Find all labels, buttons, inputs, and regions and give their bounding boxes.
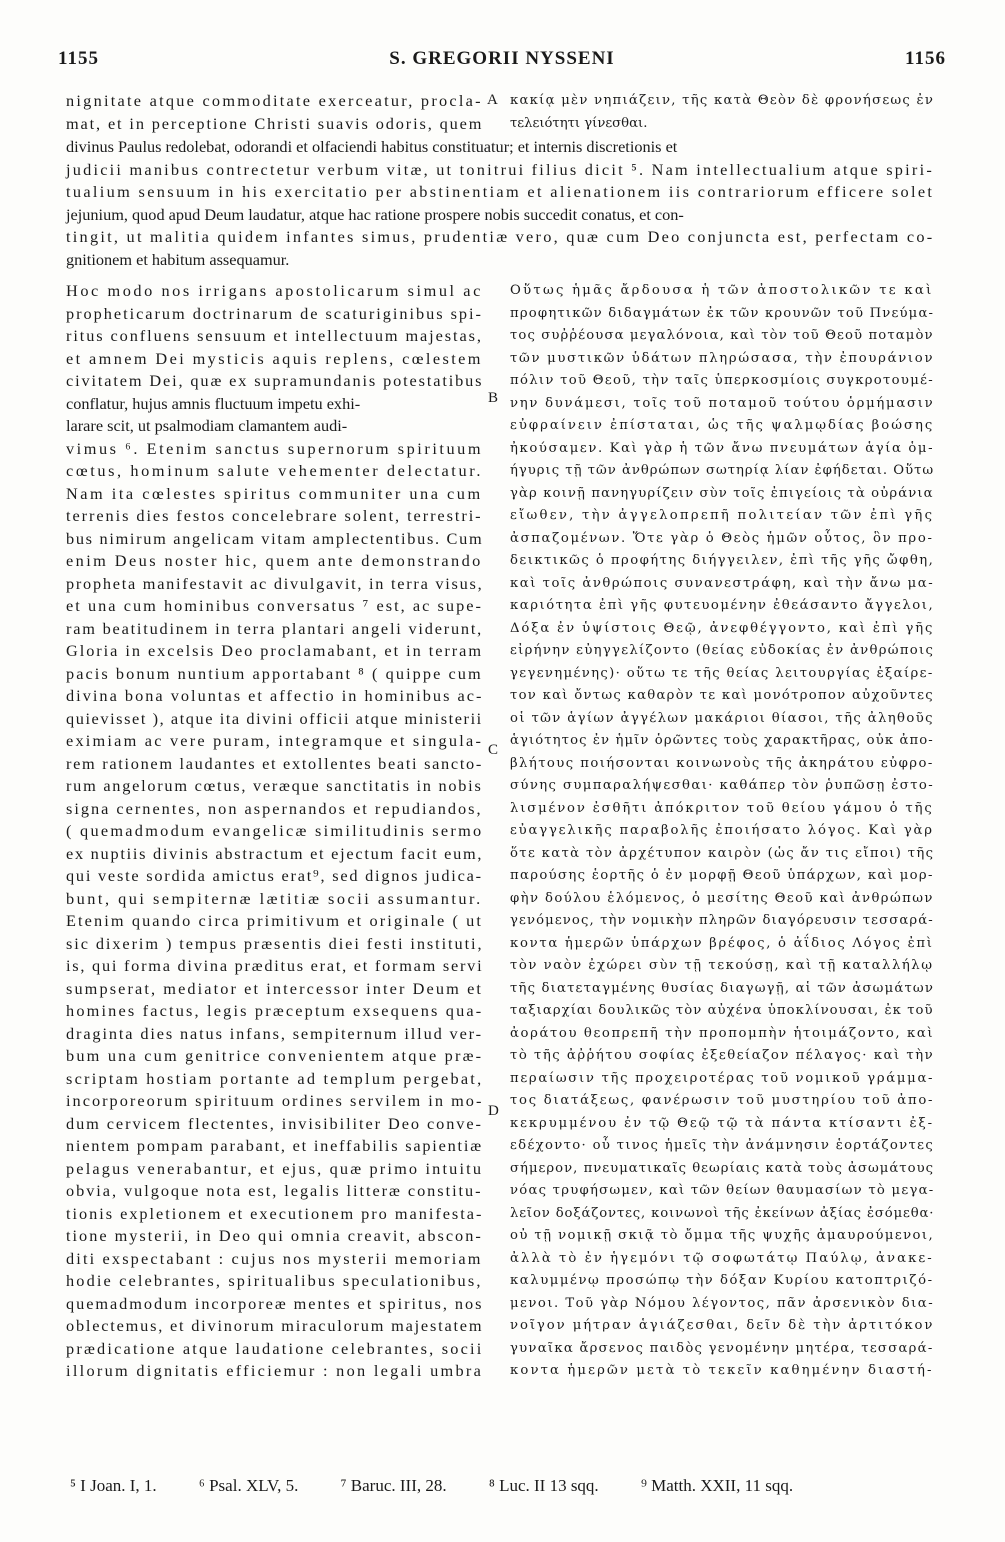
greek-line: τῆς διατεταγμένης θυσίας διαγωγῇ, αἱ τῶν ἀσωμάτων bbox=[510, 980, 935, 996]
greek-line: τὸν ναὸν ἐχώρει σὺν τῇ τεκούσῃ, καὶ τῇ καταλλήλῳ bbox=[510, 958, 934, 973]
latin-line: ( quemadmodum evangelicæ similitudinis sermo bbox=[66, 821, 484, 840]
greek-line: νοῖγον μήτραν ἁγιάζεσθαι, δεῖν δὲ τὴν ἀρτιτόκον bbox=[510, 1318, 935, 1333]
greek-line: ἀσπαζομένων. Ὅτε γὰρ ὁ Θεὸς ἡμῶν οὗτος, ὃν προ- bbox=[510, 530, 934, 546]
latin-line: nientem pompam parabant, et ineffabilis sapientiæ bbox=[66, 1136, 483, 1155]
greek-line: εὐφραίνειν ἐπίσταται, ὡς τῆς ψαλμῳδίας βοώσης bbox=[510, 418, 935, 433]
latin-line: incorporeorum spirituum ordines servilem in mo- bbox=[66, 1091, 484, 1110]
latin-line: bum una cum genitrice convenientem atque præ- bbox=[66, 1046, 484, 1065]
latin-line: draginta dies natus infans, sempiternum illud ver- bbox=[66, 1023, 483, 1043]
greek-line: ἀοράτου θεοπρεπῆ τὴν προπομπὴν ἡτοιμάζοντο, καὶ bbox=[510, 1025, 935, 1041]
latin-line: propheticarum doctrinarum de scaturiginibus spi- bbox=[66, 303, 483, 323]
greek-line: ήγυρις τῇ τῶν ἀνθρώπων σωτηρίᾳ λίαν ἐφήδεται. Οὕτω bbox=[510, 463, 935, 478]
latin-line: sic dixerim ) tempus præsentis diei festi instituti, bbox=[66, 933, 484, 953]
greek-line: οὐ τῇ νομικῇ σκιᾷ τὸ ὄμμα τῆς ψυχῆς ἀμαυρούμενοι, bbox=[510, 1228, 935, 1243]
latin-line: tione mysterii, in Deo qui omnia creavit, abscon- bbox=[66, 1226, 483, 1245]
greek-line: καλυμμένῳ προσώπῳ τὴν δόξαν Κυρίου κατοπτριζό- bbox=[510, 1273, 934, 1288]
latin-line: rum angelorum cœtus, veræque sanctitatis in nobis bbox=[66, 776, 483, 795]
latin-line: pacis bonum nuntium apportabant ⁸ ( quippe cum bbox=[66, 663, 483, 683]
greek-line: δεικτικῶς ὁ προφήτης διήγγειλεν, ἐπὶ τῆς γῆς ὤφθη, bbox=[510, 553, 935, 568]
greek-line: γενόμενος, τὴν νομικὴν πληρῶν διαγόρευσιν τεσσαρά- bbox=[510, 913, 934, 928]
greek-line: τον καὶ ὄντως καθαρὸν τε καὶ μονότροπον αὐχοῦντες bbox=[510, 688, 934, 703]
latin-line: diti exspectabant : cujus nos mysterii memoriam bbox=[66, 1248, 483, 1268]
greek-line: Δόξα ἐν ὑψίστοις Θεῷ, ἀνεφθέγγοντο, καὶ ἐπὶ γῆς bbox=[510, 620, 935, 636]
latin-line: et una cum hominibus conversatus ⁷ est, ac supe- bbox=[66, 596, 484, 615]
latin-line: prædicatione atque laudatione celebrantes, socii bbox=[66, 1338, 484, 1358]
greek-line: ὅτε κατὰ τὸν ἀρχέτυπον καιρὸν (ὡς ἄν τις εἴποι) τῆς bbox=[510, 845, 935, 861]
greek-line: προφητικῶν διδαγμάτων ἐκ τῶν κρουνῶν τοῦ Πνεύμα- bbox=[510, 305, 935, 321]
latin-line: quemadmodum incorporeæ mentes et spiritus, nos bbox=[66, 1293, 484, 1313]
latin-line: Nam ita cœlestes spiritus communiter una cum bbox=[66, 483, 483, 503]
latin-line: dum cervicem flectentes, invisibiliter Deo conve- bbox=[66, 1113, 483, 1133]
section-marker-b: B bbox=[488, 390, 499, 406]
latin-line: gnitionem et habitum assequamur. bbox=[66, 249, 290, 269]
greek-line: εἴωθεν, τὴν ἀγγελοπρεπῆ πολιτείαν τῶν ἐπὶ γῆς bbox=[510, 508, 935, 523]
greek-line: γυναῖκα ἄρσενος παιδὸς γενομένην μητέρα, τεσσαρά- bbox=[510, 1340, 934, 1356]
latin-line: Etenim quando circa primitivum et originale ( ut bbox=[66, 911, 484, 930]
greek-line: γεγενημένης)· οὕτω τε τῆς θείας λειτουργίας ἐξαίρε- bbox=[510, 665, 934, 681]
latin-line: tingit, ut malitia quidem infantes simus, prudentiæ vero, quæ cum Deo conjuncta est, perfectam co- bbox=[66, 227, 935, 246]
section-marker-d: D bbox=[488, 1103, 499, 1119]
latin-line: Hoc modo nos irrigans apostolicarum simul ac bbox=[66, 281, 483, 300]
latin-line: quievisset ), atque ita divini officii atque ministerii bbox=[66, 708, 483, 728]
latin-line: homines factus, legis præceptum exsequens qua- bbox=[66, 1001, 484, 1020]
greek-line: περαίωσιν τῆς προχειροτέρας τοῦ νομικοῦ γράμμα- bbox=[510, 1070, 935, 1086]
greek-line: κεκρυμμένου ἐν τῷ Θεῷ τῷ τὰ πάντα κτίσαντι ἐξ- bbox=[510, 1115, 935, 1131]
footnote-9: ⁹ Matth. XXII, 11 sqq. bbox=[640, 1476, 794, 1495]
greek-line: οἱ τῶν ἁγίων ἀγγέλων μακάριοι θίασοι, τῆς ἀληθοῦς bbox=[510, 710, 934, 726]
latin-line: pelagus venerabantur, et ejus, quæ primo intuitu bbox=[66, 1158, 484, 1178]
footnote-6: ⁶ Psal. XLV, 5. bbox=[198, 1476, 299, 1495]
greek-line: σύνης συμπαραλήψεσθαι· καθάπερ τὸν ῥυπῶσῃ ἐστο- bbox=[510, 778, 935, 793]
latin-line: hodie celebrantes, spiritualibus speculationibus, bbox=[66, 1271, 483, 1290]
latin-line: et amnem Dei mysticis aquis replens, cœlestem bbox=[66, 348, 483, 368]
latin-line: civitatem Dei, quæ ex supramundanis potestatibus bbox=[66, 371, 484, 390]
latin-line: signa cernentes, non aspernandos et repudiandos, bbox=[66, 798, 483, 818]
latin-line: bus nimirum angelicam vitam amplectentibus. Cum bbox=[66, 528, 484, 548]
latin-line: ex nuptiis divinis abstractum et ejectum facit eum, bbox=[66, 843, 484, 863]
greek-line: ἀλλὰ τὸ ἐν ἡγεμόνι τῷ σοφωτάτῳ Παύλῳ, ἀνακε- bbox=[510, 1250, 934, 1266]
latin-line: divinus Paulus redolebat, odorandi et olfaciendi habitus constituatur; et internis discretionis et bbox=[66, 137, 678, 156]
greek-line: εδέχοντο· οὗ τινος ἡμεῖς τὴν ἀνάμνησιν ἑορτάζοντες bbox=[510, 1138, 935, 1153]
greek-line: νόας τρυφήσωμεν, καὶ τῶν θείων θαυμασίων τὸ μεγα- bbox=[510, 1183, 935, 1198]
greek-line: κοντα ἡμερῶν ὑπάρχων βρέφος, ὁ ἀΐδιος Λόγος ἐπὶ bbox=[510, 935, 934, 951]
latin-line: judicii manibus contrectetur verbum vitæ, ut tonitrui filius dicit ⁵. Nam intellectualium atque spiri- bbox=[66, 159, 934, 179]
greek-line: κοντα ἡμερῶν μετὰ τὸ τεκεῖν καθημένην διαστή- bbox=[510, 1363, 934, 1378]
latin-line: tionis expletionem et executionem pro manifesta- bbox=[66, 1203, 484, 1223]
latin-line: conflatur, hujus amnis fluctuum impetu exhi- bbox=[66, 393, 361, 413]
latin-line: larare scit, ut psalmodiam clamantem audi- bbox=[66, 416, 348, 435]
greek-line: ἠκούσαμεν. Καὶ γὰρ ἡ τῶν ἄνω πνευμάτων ἁγία ὁμ- bbox=[510, 440, 935, 456]
greek-line: πόλιν τοῦ Θεοῦ, τὴν ταῖς ὑπερκοσμίοις συγκροτουμέ- bbox=[510, 373, 934, 388]
page-number-right: 1156 bbox=[905, 48, 946, 69]
greek-line: κακίᾳ μὲν νηπιάζειν, τῆς κατὰ Θεὸν δὲ φρονήσεως ἐν bbox=[510, 93, 935, 108]
latin-line: rem rationem laudantes et extollentes beati sancto- bbox=[66, 753, 484, 773]
greek-line: εἰρήνην εὐηγγελίζοντο (θείας εὐδοκίας ἐν ἀνθρώποις bbox=[510, 643, 935, 658]
latin-line: mat, et in perceptione Christi suavis odoris, quem bbox=[66, 113, 484, 133]
greek-line: Οὕτως ἡμᾶς ἄρδουσα ἡ τῶν ἀποστολικῶν τε καὶ bbox=[510, 283, 934, 298]
greek-line: γὰρ κοινῇ πανηγυρίζειν σὺν τοῖς ἐπιγείοις τὰ οὐράνια bbox=[510, 485, 934, 501]
latin-line: cœtus, hominum salute vehementer delectatur. bbox=[66, 461, 484, 480]
latin-line: sumpserat, mediator et intercessor inter Deum et bbox=[66, 978, 484, 998]
greek-line: παρούσης ἑορτῆς ὁ ἐν μορφῇ Θεοῦ ὑπάρχων, καὶ μορ- bbox=[510, 868, 934, 883]
page-header bbox=[58, 48, 946, 72]
latin-line: tualium sensuum in his exercitatio per abstinentiam et alienationem iis contrariorum efficere solet bbox=[66, 182, 935, 201]
greek-line: σήμερον, πνευματικαῖς θεωρίαις κατὰ τοὺς ἀσωμάτους bbox=[510, 1160, 935, 1176]
latin-line: terrenis dies festos concelebrare solent, terrestri- bbox=[66, 506, 483, 525]
latin-line: jejunium, quod apud Deum laudatur, atque hac ratione prospere nobis succedit conatus, et con- bbox=[66, 204, 684, 224]
latin-line: ram beatitudinem in terra plantari angeli viderunt, bbox=[66, 618, 484, 638]
greek-line: βλήτους ποιήσονται κοινωνοὺς τῆς ἀκηράτου εὐφρο- bbox=[510, 755, 934, 771]
running-title: S. GREGORII NYSSENI bbox=[389, 48, 615, 69]
greek-line: λεῖον δοξάζοντες, κοινωνοὶ τῆς ἐκείνων ἀξίας ἐσόμεθα· bbox=[510, 1205, 935, 1221]
latin-line: Gloria in excelsis Deo proclamabant, et in terram bbox=[66, 641, 483, 660]
footnote-5: ⁵ I Joan. I, 1. bbox=[70, 1476, 157, 1495]
greek-line: λισμένον ἐσθῆτι ἀπόκριτον τοῦ θείου γάμου ὁ τῆς bbox=[510, 800, 934, 816]
latin-line: eximiam ac vere puram, integramque et singula- bbox=[66, 731, 484, 750]
greek-line: καριότητα ἐπὶ γῆς φυτευομένην ἐθεάσαντο ἄγγελοι, bbox=[510, 598, 935, 613]
greek-line: εὐαγγελικῆς παραβολῆς ἐποιήσατο λόγος. Καὶ γὰρ bbox=[510, 823, 934, 838]
greek-line: καὶ τοῖς ἀνθρώποις συνανεστράφη, καὶ τὴν ἄνω μα- bbox=[510, 575, 935, 591]
latin-line: oblectemus, et divinorum miraculorum majestatem bbox=[66, 1316, 484, 1335]
greek-line: τος συῤῥέουσα μεγαλόνοια, καὶ τὸν τοῦ Θεοῦ ποταμὸν bbox=[510, 328, 934, 343]
greek-line: νην δυνάμεσι, τοῖς τοῦ ποταμοῦ τούτου ὁρμήμασιν bbox=[510, 395, 935, 411]
latin-line: qui veste sordida amictus erat⁹, sed dignos judica- bbox=[66, 866, 483, 885]
latin-line: nignitate atque commoditate exerceatur, procla- bbox=[66, 91, 483, 110]
latin-line: obvia, vulgoque nota est, legalis litteræ constitu- bbox=[66, 1181, 483, 1200]
latin-line: divina bona voluntas et affectio in hominibus ac- bbox=[66, 686, 484, 705]
greek-line: ταξιαρχίαι δουλικῶς τὸν αὐχένα ὑποκλίνουσαι, ἐκ τοῦ bbox=[510, 1003, 934, 1018]
footnote-8: ⁸ Luc. II 13 sqq. bbox=[488, 1476, 599, 1495]
latin-line: bunt, qui sempiternæ lætitiæ socii assumantur. bbox=[66, 888, 483, 908]
footnotes bbox=[70, 1476, 950, 1496]
latin-line: scriptam hostiam portante ad templum pergebat, bbox=[66, 1068, 484, 1088]
greek-line: τῶν μυστικῶν ὑδάτων πληρώσασα, τὴν ἐπουράνιον bbox=[510, 350, 935, 366]
latin-line: propheta manifestavit ac divulgavit, in terra visus, bbox=[66, 573, 484, 593]
section-marker-c: C bbox=[488, 742, 499, 758]
latin-line: vimus ⁶. Etenim sanctus supernorum spirituum bbox=[66, 438, 484, 458]
greek-line: ἁγιότητος ἐν ἡμῖν ὁρῶντες τοὺς χαρακτῆρας, οὐκ ἀπο- bbox=[510, 733, 934, 748]
greek-line: τος διατάξεως, φανέρωσιν τοῦ μυστηρίου τοῦ ἀπο- bbox=[510, 1093, 935, 1108]
section-marker-a: A bbox=[487, 92, 498, 108]
footnote-7: ⁷ Baruc. III, 28. bbox=[340, 1476, 447, 1495]
latin-line: illorum dignitatis efficiemur : non legali umbra bbox=[66, 1361, 484, 1380]
latin-line: is, qui forma divina præditus erat, et formam servi bbox=[66, 956, 484, 975]
latin-line: enim Deus noster hic, quem ante demonstrando bbox=[66, 551, 483, 570]
latin-line: ritus confluens sensuum et intellectuum majestas, bbox=[66, 326, 483, 345]
greek-line: μενοι. Τοῦ γὰρ Νόμου λέγοντος, πᾶν ἀρσενικὸν δια- bbox=[510, 1295, 935, 1311]
greek-line: τελειότητι γίνεσθαι. bbox=[510, 115, 648, 131]
greek-line: φὴν δούλου ἑλόμενος, ὁ μεσίτης Θεοῦ καὶ ἀνθρώπων bbox=[510, 890, 934, 906]
page-number-left: 1155 bbox=[58, 48, 99, 69]
greek-line: τὸ τῆς ἀῤῥήτου σοφίας ἐξεθείαζον πέλαγος· καὶ τὴν bbox=[510, 1048, 935, 1063]
